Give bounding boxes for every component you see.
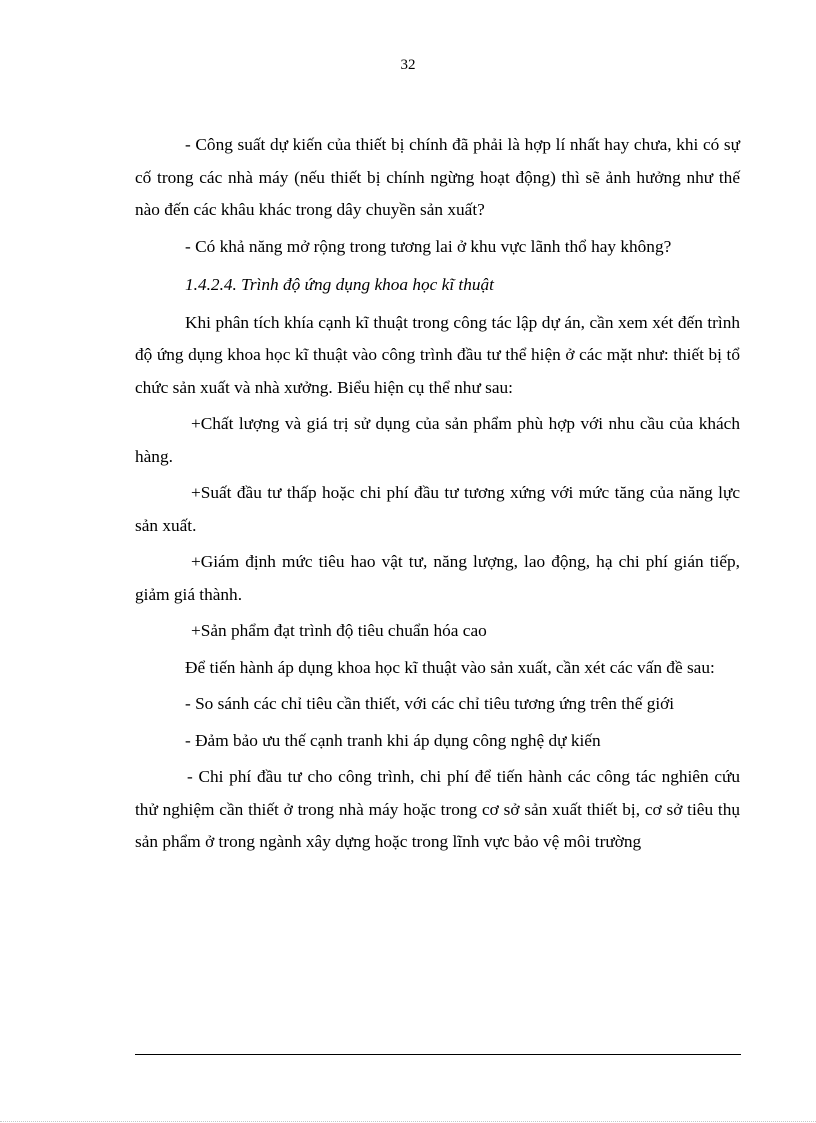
page-number: 32	[400, 57, 416, 73]
paragraph-equipment-capacity: - Công suất dự kiến của thiết bị chính đã phải là hợp lí nhất hay chưa, khi có sự cố trong các nhà máy (nếu thiết bị chính ngừng hoạt động) thì sẽ ảnh hưởng như thế nào đến các khâu khác trong dây chuyền sản xuất?	[135, 135, 740, 219]
item-investment-costs: - Chi phí đầu tư cho công trình, chi phí để tiến hành các công tác nghiên cứu thử nghiệm cần thiết ở trong nhà máy hoặc trong cơ sở sản xuất thiết bị, cơ sở tiêu thụ sản phẩm ở trong ngành xây dựng hoặc trong lĩnh vực bảo vệ môi trường	[135, 767, 740, 851]
document-body	[135, 129, 740, 863]
page-bottom-border	[0, 1121, 816, 1122]
paragraph-application-intro: Để tiến hành áp dụng khoa học kĩ thuật vào sản xuất, cần xét các vấn đề sau:	[185, 657, 715, 677]
bullet-quality: +Chất lượng và giá trị sử dụng của sản phẩm phù hợp với nhu cầu của khách hàng.	[135, 414, 740, 466]
paragraph-technical-analysis: Khi phân tích khía cạnh kĩ thuật trong công tác lập dự án, cần xem xét đến trình độ ứng dụng khoa học kĩ thuật vào công trình đầu tư thể hiện ở các mặt như: thiết bị tổ chức sản xuất và nhà xưởng. Biểu hiện cụ thể như sau:	[135, 312, 740, 397]
bullet-standardization: +Sản phẩm đạt trình độ tiêu chuẩn hóa cao	[191, 621, 487, 640]
section-heading: 1.4.2.4. Trình độ ứng dụng khoa học kĩ thuật	[185, 275, 494, 294]
bullet-investment: +Suất đầu tư thấp hoặc chi phí đầu tư tương xứng với mức tăng của năng lực sản xuất.	[135, 483, 740, 535]
item-compare-indicators: - So sánh các chỉ tiêu cần thiết, với các chỉ tiêu tương ứng trên thế giới	[185, 694, 675, 713]
paragraph-expansion: - Có khả năng mở rộng trong tương lai ở khu vực lãnh thổ hay không?	[185, 236, 672, 256]
footer-divider	[135, 1054, 741, 1055]
bullet-assessment: +Giám định mức tiêu hao vật tư, năng lượng, lao động, hạ chi phí gián tiếp, giảm giá thành.	[135, 552, 740, 604]
item-competitive-advantage: - Đảm bảo ưu thế cạnh tranh khi áp dụng công nghệ dự kiến	[185, 730, 601, 750]
